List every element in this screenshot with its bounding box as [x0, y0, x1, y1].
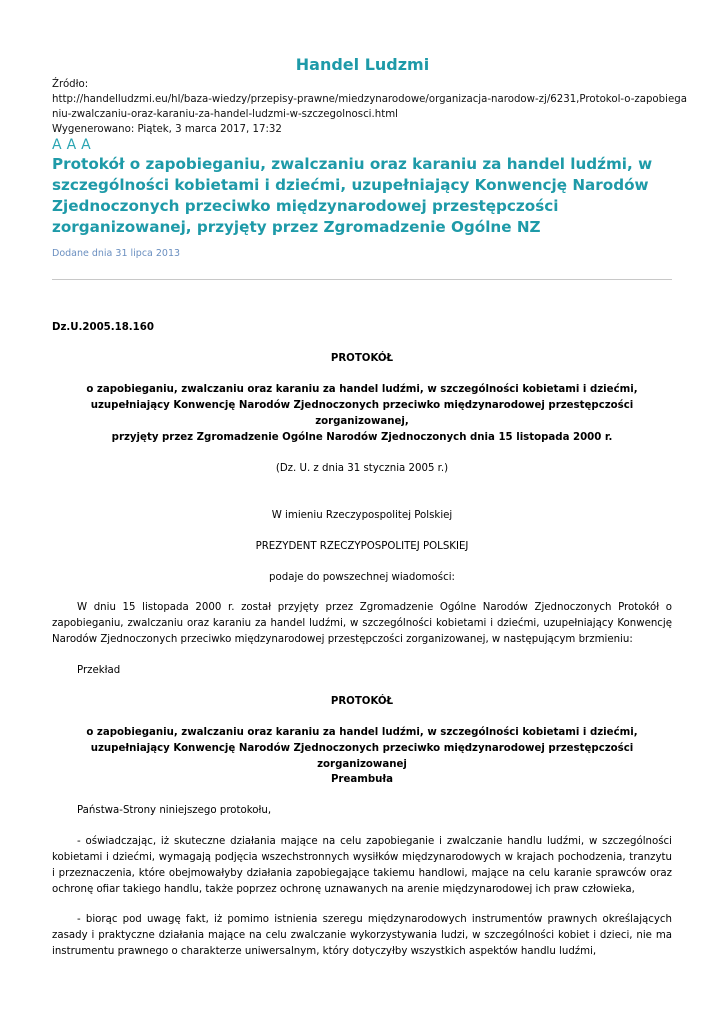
protocol-heading: PROTOKÓŁ [330, 353, 394, 364]
adoption-line: przyjęty przez Zgromadzenie Ogólne Narodów Zjednoczonych dnia 15 listopada 2000 r. [111, 432, 613, 443]
site-title[interactable]: Handel Ludzmi [295, 55, 430, 74]
president-line: PREZYDENT RZECZYPOSPOLITEJ POLSKIEJ [255, 541, 469, 552]
source-meta [52, 77, 687, 137]
added-date: Dodane dnia 31 lipca 2013 [52, 248, 181, 259]
intro-paragraph: W dniu 15 listopada 2000 r. został przyjęty przez Zgromadzenie Ogólne Narodów Zjednoczonych Protokół o zapobieganiu, zwalczaniu oraz karaniu za handel ludźmi, w szczególności kobietami i dziećmi, uzupełniający Konwencję Narodów Zjednoczonych przeciwko międzynarodowej przestępczości zorganizowanej, w następującym brzmieniu: [52, 602, 672, 645]
translation-label: Przekład [77, 665, 121, 676]
font-size-large-button[interactable]: A [81, 137, 92, 153]
generated-date: Wygenerowano: Piątek, 3 marca 2017, 17:32 [52, 124, 282, 135]
document-title: Protokół o zapobieganiu, zwalczaniu oraz karaniu za handel ludźmi, w szczególności kobietami i dziećmi, uzupełniający Konwencję Narodów Zjednoczonych przeciwko międzynarodowej przestępczości zorganizowanej, przyjęty przez Zgromadzenie Ogólne NZ [52, 155, 653, 236]
preamble-heading: Preambuła [330, 774, 394, 785]
divider [52, 279, 672, 280]
preamble-item-1: - oświadczając, iż skuteczne działania mające na celu zapobieganie i zwalczanie handlu ludźmi, w szczególności kobietami i dziećmi, wymagają podjęcia wszechstronnych wysiłków międzynarodowych w krajach pochodzenia, tranzytu i przeznaczenia, które obejmowałyby działania zapobiegające takiemu handlowi, mające na celu karanie sprawców oraz ochronę ofiar takiego handlu, także poprzez ochronę uznawanych na arenie międzynarodowej ich praw człowieka, [52, 836, 672, 895]
font-size-small-button[interactable]: A [52, 137, 63, 153]
protocol-subtitle-2: o zapobieganiu, zwalczaniu oraz karaniu za handel ludźmi, w szczególności kobietami i dziećmi, uzupełniający Konwencję Narodów Zjednoczonych przeciwko międzynarodowej przestępczości zorganizowanej [86, 727, 638, 770]
in-name-line: W imieniu Rzeczypospolitej Polskiej [271, 510, 453, 521]
source-url-line1[interactable]: http://handelludzmi.eu/hl/baza-wiedzy/przepisy-prawne/miedzynarodowe/organizacja-narodow-zj/6231,Protokol-o-zapobiega [52, 94, 687, 105]
protocol-subtitle: o zapobieganiu, zwalczaniu oraz karaniu za handel ludźmi, w szczególności kobietami i dziećmi, uzupełniający Konwencję Narodów Zjednoczonych przeciwko międzynarodowej przestępczości zorganizowanej, [86, 384, 638, 427]
announce-line: podaje do powszechnej wiadomości: [269, 572, 455, 583]
states-parties-line: Państwa-Strony niniejszego protokołu, [77, 805, 272, 816]
font-size-medium-button[interactable]: A [66, 137, 78, 153]
preamble-item-2: - biorąc pod uwagę fakt, iż pomimo istnienia szeregu międzynarodowych instrumentów prawnych określających zasady i praktyczne działania mające na celu zwalczanie wykorzystywania ludzi, w szczególności kobiet i dzieci, nie ma instrumentu prawnego o charakterze uniwersalnym, który dotyczyłby wszystkich aspektów handlu ludźmi, [52, 914, 672, 957]
dzu-reference: (Dz. U. z dnia 31 stycznia 2005 r.) [275, 463, 449, 474]
journal-reference: Dz.U.2005.18.160 [52, 322, 154, 333]
font-size-controls [52, 137, 96, 153]
source-label: Źródło: [52, 79, 89, 90]
protocol-heading-2: PROTOKÓŁ [330, 696, 394, 707]
source-url-line2[interactable]: niu-zwalczaniu-oraz-karaniu-za-handel-ludzmi-w-szczegolnosci.html [52, 109, 398, 120]
